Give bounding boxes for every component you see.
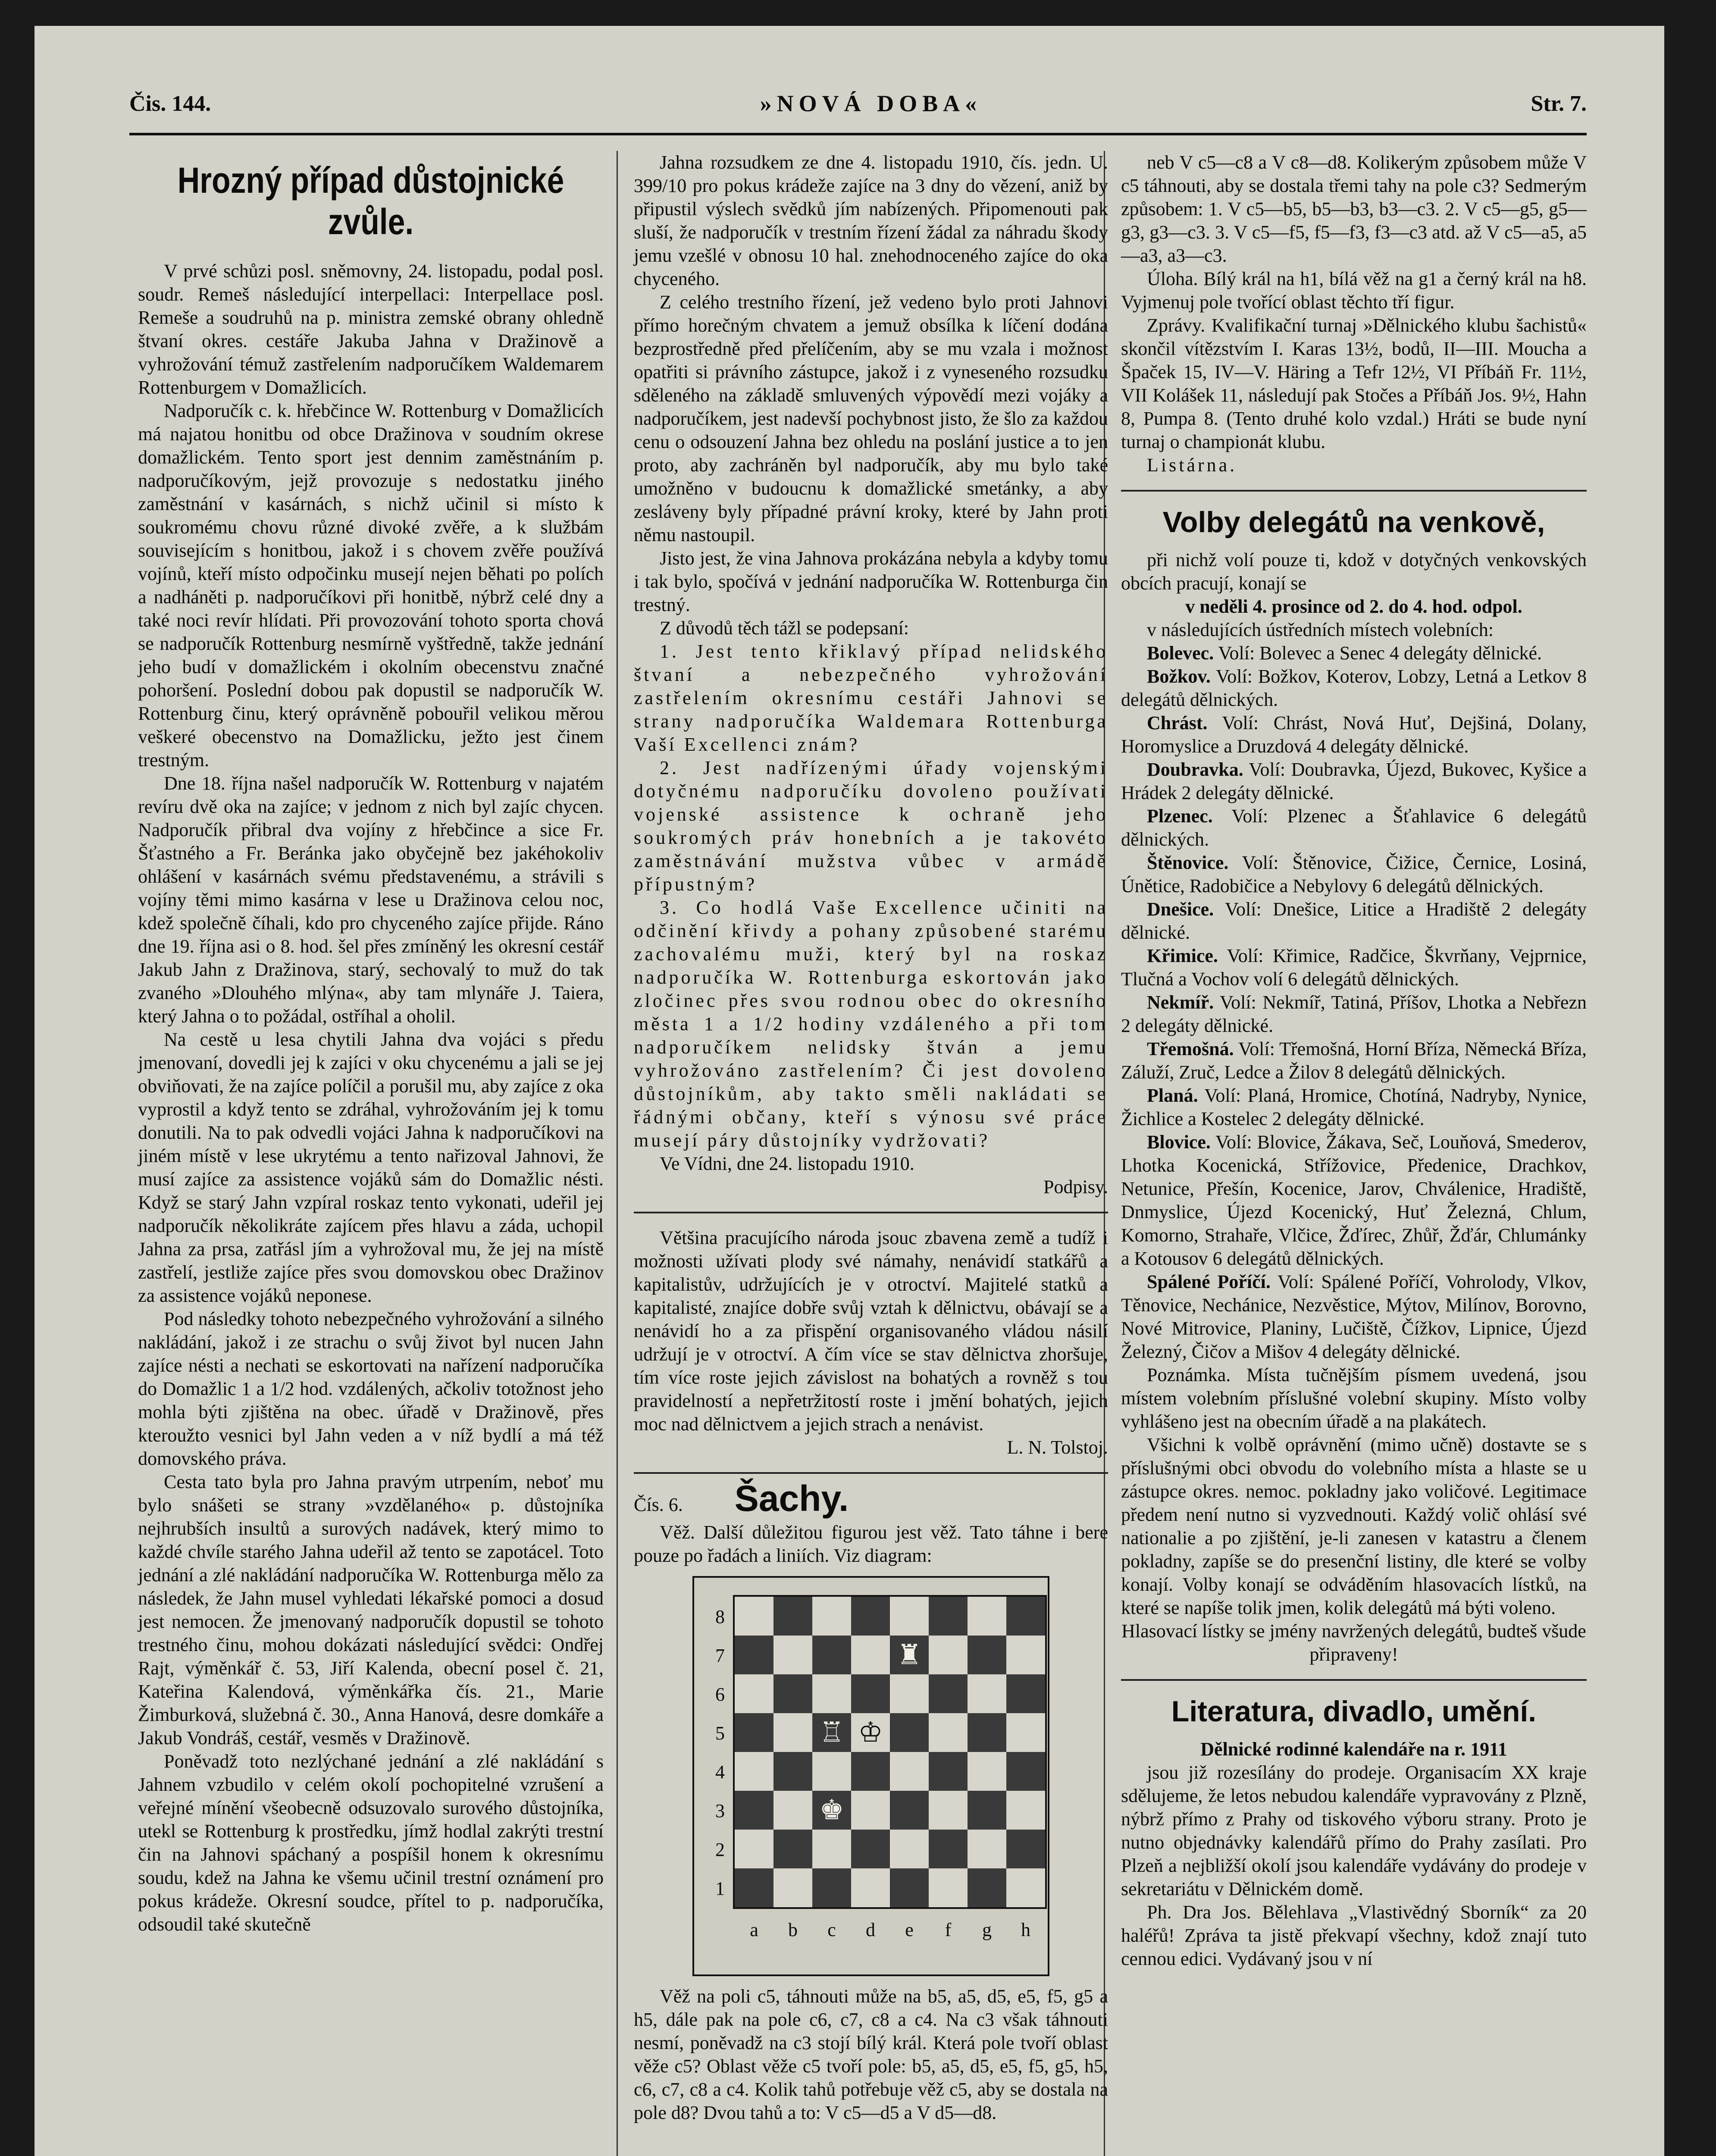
chess-square-f1: [929, 1868, 968, 1907]
white-king-icon: ♔: [858, 1717, 883, 1748]
chess-square-g5: [968, 1713, 1006, 1752]
election-text: Volí: Bolevec a Senec 4 delegáty dělnické.: [1218, 642, 1542, 664]
chess-square-c5: [812, 1713, 851, 1752]
chess-square-d5: [851, 1713, 890, 1752]
chess-square-d8: [851, 1597, 890, 1636]
election-place: Božkov.: [1147, 666, 1211, 687]
chess-square-f2: [929, 1830, 968, 1868]
page-number: Str. 7.: [1531, 91, 1587, 116]
file-label: f: [945, 1919, 952, 1940]
section-divider: [634, 1212, 1108, 1213]
elections-note: Poznámka. Místa tučnějším písmem uvedená, jsou místem volebním příslušné volební skupiny. Místo volby vyhlášeno jest na obecním úřadě a na plakátech.: [1121, 1364, 1587, 1432]
election-text: Volí: Božkov, Koterov, Lobzy, Letná a Letkov 8 delegátů dělnických.: [1121, 666, 1587, 710]
chess-square-h5: [1006, 1713, 1045, 1752]
election-entry: [1121, 665, 1587, 711]
chess-square-b6: [773, 1674, 812, 1713]
chess-square-g3: [968, 1791, 1006, 1830]
chess-number: Čís. 6.: [634, 1494, 683, 1515]
page-header: [129, 78, 1587, 129]
chess-square-d2: [851, 1830, 890, 1868]
file-label: b: [788, 1919, 798, 1940]
chess-square-d3: [851, 1791, 890, 1830]
chess-square-a4: [735, 1752, 773, 1791]
chess-square-d4: [851, 1752, 890, 1791]
article-paragraph: Dne 18. října našel nadporučík W. Rottenburg v najatém revíru dvě oka na zajíce; v jednom z nich byl zajíc chycen. Nadporučík přibral dva vojíny z hřebčince a sice Fr. Šťastného a Fr. Beránka jako obyčejně bez jakéhokoliv ohlášení v kasárnách svému představenému, a strávili s vojíny těmi mimo kasárna v lese u Dražinova celou noc, kdež společně číhali, kdo pro chyceného zajíce přijde. Ráno dne 19. října asi o 8. hod. šel přes zmíněný les okresní cestář Jakub Jahn z Dražinova, starý, sechovalý to muž do tak zvaného »Dlouhého mlýna«, aby tam mlynáře J. Taiera, který Jahna o to požádal, ostříhal a oholil.: [138, 773, 604, 1027]
rank-label: 5: [715, 1723, 725, 1744]
chess-square-e2: [890, 1830, 929, 1868]
literature-subheading: Dělnické rodinné kalendáře na r. 1911: [1200, 1739, 1507, 1760]
article-paragraph: Z celého trestního řízení, jež vedeno bylo proti Jahnovi přímo horečným chvatem a jemuž obsílka k líčení dodána bezprostředně před přelíčením, aby se mu vzala i možnost opatřiti si právního zástupce, jakož i z vyneseného rozsudku sděleného na základě smluvených výpovědí mezi vojáky a nadporučíkem, jest nadevší pochybnost jisto, že šlo za každou cenu o odsouzení Jahna bez ohledu na poslání justice a to jen proto, aby zachráněn byl nadporučík, aby mu bylo také umožněno v budoucnu k domažlické smetánky, a aby zesláveny byly případné právní kroky, které by Jahn proti němu nastoupil.: [634, 291, 1108, 545]
elections-places-intro: v následujících ústředních místech volebních:: [1147, 619, 1494, 640]
rank-label: 4: [715, 1761, 725, 1783]
election-text: Volí: Třemošná, Horní Bříza, Německá Bříza, Záluží, Zruč, Ledce a Žilov 8 delegátů dělnických.: [1121, 1038, 1587, 1083]
chess-square-c7: [812, 1636, 851, 1674]
chess-square-h1: [1006, 1868, 1045, 1907]
elections-list: [1121, 642, 1587, 1363]
chess-square-e6: [890, 1674, 929, 1713]
chess-square-b5: [773, 1713, 812, 1752]
election-text: Volí: Plzenec a Šťahlavice 6 delegátů dělnických.: [1121, 805, 1587, 850]
chess-square-f7: [929, 1636, 968, 1674]
literature-paragraph: jsou již rozesílány do prodeje. Organisacím XX kraje sdělujeme, že letos nebudou kalendáře vypravovány z Plzně, nýbrž přímo z Prahy od tiskového výboru strany. Proto je nutno objednávky kalendářů přímo do Prahy zasílati. Pro Plzeň a nejbližší okolí jsou kalendáře vydávány do prodeje v sekretariátu v Dělnickém domě.: [1121, 1762, 1587, 1899]
chess-square-d7: [851, 1636, 890, 1674]
newspaper-title: »NOVÁ DOBA«: [760, 91, 982, 116]
chess-square-e7: [890, 1636, 929, 1674]
chess-task: Úloha. Bílý král na h1, bílá věž na g1 a černý král na h8. Vyjmenuj pole tvořící oblast těchto tří figur.: [1121, 268, 1587, 313]
file-label: c: [827, 1919, 836, 1940]
chess-explanation: Věž na poli c5, táhnouti může na b5, a5, d5, e5, f5, g5 a h5, dále pak na pole c6, c7, c8 a c4. Na c3 však táhnouti nesmí, poněvadž na c3 stojí bílý král. Která pole tvoří oblast věže c5? Oblast věže c5 tvoří pole: b5, a5, d5, e5, f5, g5, h5, c6, c7, c8 a c4. Kolik tahů potřebuje věž c5, aby se dostala na pole d8? Dvou tahů a to: V c5—d5 a V d5—d8.: [634, 1986, 1108, 2123]
election-entry: [1121, 898, 1587, 944]
chess-square-b8: [773, 1597, 812, 1636]
file-label: e: [905, 1919, 914, 1940]
article-headline: Hrozný případ důstojnické zvůle.: [177, 160, 564, 242]
chess-square-e4: [890, 1752, 929, 1791]
article-paragraph: V prvé schůzi posl. sněmovny, 24. listopadu, podal posl. soudr. Remeš následující interpellaci: Interpellace posl. Remeše a soudruhů na p. ministra zemské obrany ohledně štvaní okres. cestáře Jakuba Jahna v Dražinově a vyhrožování témuž zastřelením nadporučíkem Waldemarem Rottenburgem v Domažlicích.: [138, 260, 604, 398]
file-label: h: [1021, 1919, 1030, 1940]
chess-square-c4: [812, 1752, 851, 1791]
column-1: [138, 151, 604, 1936]
literature-heading: Literatura, divadlo, umění.: [1171, 1695, 1537, 1728]
interpellation-question: 3. Co hodlá Vaše Excellence učiniti na odčinění křivdy a pohany způsobené starému zachovalému muži, který byl na roskaz nadporučíka W. Rottenburga eskortován jako zločinec přes svou rodnou obec do okresního města 1 a 1/2 hodiny vzdáleného a při tom nadporučíkem nelidsky štván a jemu vyhrožováno zastřelením? Či jest dovoleno důstojníkům, aby takto směli nakládati se řádnými občany, kteří s výnosu své práce musejí páry důstojníky vydržovati?: [634, 897, 1108, 1151]
file-label: d: [866, 1919, 875, 1940]
interpellation-question: 1. Jest tento křiklavý případ nelidského štvaní a nebezpečného vyhrožování zastřelením okresnímu cestáři Jahnovi se strany nadporučíka Waldemara Rottenburga Vaší Excellenci znám?: [634, 641, 1108, 755]
chess-square-c1: [812, 1868, 851, 1907]
letters-heading: Listárna.: [1147, 454, 1237, 476]
chess-square-e8: [890, 1597, 929, 1636]
chess-square-h7: [1006, 1636, 1045, 1674]
election-entry: [1121, 642, 1587, 665]
section-divider: [1121, 490, 1587, 492]
file-label: a: [750, 1919, 758, 1940]
chess-square-f3: [929, 1791, 968, 1830]
chess-square-g8: [968, 1597, 1006, 1636]
chess-square-h8: [1006, 1597, 1045, 1636]
election-entry: [1121, 851, 1587, 898]
election-place: Bolevec.: [1147, 642, 1214, 664]
rank-label: 2: [715, 1839, 725, 1860]
article-paragraph: Nadporučík c. k. hřebčince W. Rottenburg v Domažlicích má najatou honitbu od obce Dražinova v soudním okrese domažlickém. Tento sport jest dennim zaměstnáním p. nadporučíkovým, jejž provozuje s nedostatku jiného zaměstnání v kasárnách, s nichž učinil si místo k soukromému chovu různé divoké zvěře, a k službám souvisejícím s honitbou, jakož i s chovem zvěře používá vojínů, kteří místo odpočinku musejí nejen běhati po polích a nadháněti p. nadporučíkovi při honitbě, nýbrž celé dny a také noci revír hlídati. Při provozování tohoto sporta chová se nadporučík Rottenburg nesmírně vyštředně, takže jednání jeho budí v domažlickém i okolním obecenstvu značné pohoršení. Poslední dobou pak dopustil se nadporučík W. Rottenburg činu, který oprávněně pobouřil velikou měrou veškeré obecenstvo na Domažlicku, ježto jest činem trestným.: [138, 400, 604, 771]
literature-paragraph: Ph. Dra Jos. Bělehlava „Vlastivědný Sborník“ za 20 haléřů! Zpráva ta jistě překvapí všechny, kdož znají tuto cennou edici. Vydávaný jsou v ní: [1121, 1902, 1587, 1969]
black-rook-icon: ♜: [897, 1639, 922, 1670]
column-3: [1121, 151, 1587, 1971]
newspaper-page: [34, 26, 1664, 2156]
chess-square-a3: [735, 1791, 773, 1830]
article-paragraph: Jahna rozsudkem ze dne 4. listopadu 1910, čís. jedn. U. 399/10 pro pokus krádeže zajíce na 3 dny do vězení, aniž by připustil výslech svědků jím nabízených. Připomenouti pak sluší, že nadporučík v trestním řízení žádal za náhradu škody jemu vzešlé v obnosu 10 hal. znehodnoceného zajíce do oka chyceného.: [634, 152, 1108, 289]
chess-square-d1: [851, 1868, 890, 1907]
election-entry: [1121, 1037, 1587, 1084]
chess-square-b7: [773, 1636, 812, 1674]
election-place: Chrást.: [1147, 712, 1208, 733]
chess-square-e3: [890, 1791, 929, 1830]
signature: Podpisy.: [1043, 1176, 1108, 1197]
chess-square-c3: [812, 1791, 851, 1830]
chess-square-b1: [773, 1868, 812, 1907]
date-line: Ve Vídni, dne 24. listopadu 1910.: [660, 1153, 914, 1174]
header-rule: [129, 133, 1587, 135]
column-divider: [617, 151, 618, 2156]
chess-square-g6: [968, 1674, 1006, 1713]
chess-square-c2: [812, 1830, 851, 1868]
column-2: [634, 151, 1108, 2125]
election-entry: [1121, 1270, 1587, 1363]
chess-square-g2: [968, 1830, 1006, 1868]
chess-square-d6: [851, 1674, 890, 1713]
election-text: Volí: Křimice, Radčice, Škvrňany, Vejprnice, Tlučná a Vochov volí 6 delegátů dělnických.: [1121, 945, 1587, 990]
chess-square-g1: [968, 1868, 1006, 1907]
section-divider: [1121, 1679, 1587, 1681]
election-entry: [1121, 805, 1587, 851]
issue-number: Čis. 144.: [129, 91, 211, 116]
elections-call: Všichni k volbě oprávnění (mimo učně) dostavte se s příslušnými obci obvodu do volebního místa a hlaste se u zástupce okres. nemoc. pokladny jako voličové. Legitimace předem není nutno si vyzvednouti. Každý volič ohlásí své nationalie a po zjištění, je-li zanesen v katastru a členem pokladny, zapíše se do presenční listiny, dle které se volby konají. Volby konají se odváděním hlasovacích lístků, na které se napíše tolik jmen, kolik delegátů má býti voleno.: [1121, 1434, 1587, 1618]
election-text: Volí: Planá, Hromice, Chotíná, Nadryby, Nynice, Žichlice a Kostelec 2 delegáty dělnické.: [1121, 1085, 1587, 1129]
chess-header: [634, 1478, 1108, 1519]
chess-square-a1: [735, 1868, 773, 1907]
election-entry: [1121, 991, 1587, 1037]
chess-square-e5: [890, 1713, 929, 1752]
election-place: Plzenec.: [1147, 805, 1213, 827]
election-place: Štěnovice.: [1147, 852, 1229, 873]
interpellation-question: 2. Jest nadřízenými úřady vojenskými dotyčnému nadporučíku dovoleno používati vojenské assistence k ochraně jeho soukromých práv honebních a je takovéto zaměstnávání mužstva vůbec v armádě přípustným?: [634, 757, 1108, 895]
section-divider: [634, 1472, 1108, 1474]
article-paragraph: Pod následky tohoto nebezpečného vyhrožování a silného nakládání, jakož i ze strachu o svůj život byl nucen Jahn zajíce nésti a nechati se eskortovati na nařízení nadporučíka do Domažlic 1 a 1/2 hod. vzdálených, ačkoliv totožnost jeho mohla býti zjištěna na obec. úřadě v Dražinově, přes kteroužto vesnici byl Jahn veden a v níž bydlí a má též domovského práva.: [138, 1308, 604, 1469]
rank-label: 1: [715, 1878, 725, 1899]
chess-square-b4: [773, 1752, 812, 1791]
chess-square-e1: [890, 1868, 929, 1907]
rank-label: 8: [715, 1606, 725, 1627]
rank-label: 6: [715, 1684, 725, 1705]
election-text: Volí: Dnešice, Litice a Hradiště 2 delegáty dělnické.: [1121, 899, 1587, 943]
chess-square-h3: [1006, 1791, 1045, 1830]
white-rook-icon: ♖: [819, 1717, 844, 1748]
election-place: Planá.: [1147, 1085, 1198, 1106]
election-text: Volí: Nekmíř, Tatiná, Příšov, Lhotka a Nebřezn 2 delegáty dělnické.: [1121, 992, 1587, 1036]
chess-square-c8: [812, 1597, 851, 1636]
chess-square-b2: [773, 1830, 812, 1868]
chess-square-a8: [735, 1597, 773, 1636]
article-paragraph: Poněvadž toto nezlýchané jednání a zlé nakládání s Jahnem vzbudilo v celém okolí pochopitelné vzrušení a veřejné mínění všeobecně odsuzovalo surového důstojníka, utekl se Rottenburg k prostředku, jímž hodlal zakrýti trestní čin na Jahnovi spáchaný a pospíšil honem k okresnímu soudu, kdež na Jahna ke všemu učinil trestní oznámení pro pokus krádeže. Okresní soudce, přítel to p. nadporučíka, odsoudil také skutečně: [138, 1751, 604, 1935]
chess-square-f4: [929, 1752, 968, 1791]
chess-square-g4: [968, 1752, 1006, 1791]
chess-diagram: [692, 1576, 1049, 1976]
elections-ballots: Hlasovací lístky se jmény navržených delegátů, budteš všude připraveny!: [1121, 1620, 1586, 1665]
election-place: Spálené Poříčí.: [1147, 1271, 1271, 1292]
chess-title: Šachy.: [734, 1478, 849, 1519]
tolstoj-quote: Většina pracujícího národa jsouc zbavena země a tudíž i možnosti užívati plody své námahy, nenávidí statkářů a kapitalistův, udržujících je v otroctví. Majitelé statků a kapitalisté, znajíce dobře svůj vztah k dělnictvu, obávají se a nenávidí ho a za přispění organisovaného vládou násilí udržují je v otroctví. A čím více se stav dělnictva zhoršuje, tím více roste jejich závislost na bohatých a rovněž s tou pravidelností a nepřetržitostí roste i jmění bohatých, jejich moc nad dělnictvem a jejich strach a nenávist.: [634, 1227, 1108, 1435]
election-place: Nekmíř.: [1147, 992, 1214, 1013]
chess-square-h6: [1006, 1674, 1045, 1713]
article-paragraph: Jisto jest, že vina Jahnova prokázána nebyla a kdyby tomu i tak bylo, spočívá v jednání nadporučíka W. Rottenburga čin trestný.: [634, 548, 1108, 615]
election-entry: [1121, 1131, 1587, 1270]
election-place: Křimice.: [1147, 945, 1218, 966]
article-paragraph: Z důvodů těch tážl se podepsaní:: [660, 617, 909, 639]
election-place: Třemošná.: [1147, 1038, 1234, 1059]
chess-square-a6: [735, 1674, 773, 1713]
tolstoj-signature: L. N. Tolstoj.: [1007, 1437, 1108, 1458]
election-text: Volí: Doubravka, Újezd, Bukovec, Kyšice a Hrádek 2 delegáty dělnické.: [1121, 759, 1587, 803]
chess-square-h2: [1006, 1830, 1045, 1868]
chess-square-b3: [773, 1791, 812, 1830]
chess-square-f5: [929, 1713, 968, 1752]
chess-square-c6: [812, 1674, 851, 1713]
chess-board: [733, 1595, 1047, 1909]
elections-date: v neděli 4. prosince od 2. do 4. hod. odpol.: [1185, 596, 1522, 617]
article-paragraph: Cesta tato byla pro Jahna pravým utrpením, neboť mu bylo snášeti se strany »vzdělaného« p. důstojníka nejhrubších insultů a surových nadávek, který mimo to každé chvíle starého Jahna udeřil až tento se zapotácel. Toto jednání a zlé nakládání nadporučíka W. Rottenburga mělo za následek, že Jahn musel vyhledati lékařské pomoci a dosud jest nemocen. Že jmenovaný nadporučík dopustil se tohoto trestného činu, mohou dokázati následující svědci: Ondřej Rajt, výměnkář č. 53, Jiří Kalenda, obecní posel č. 21, Kateřina Kalendová, výměnkářka čís. 21., Marie Žimburková, služebná č. 30., Anna Hanová, desre domkáře a Jakub Vondráš, cestář, vesměs v Dražinově.: [138, 1471, 604, 1749]
election-place: Blovice.: [1147, 1131, 1211, 1153]
rank-label: 7: [715, 1645, 725, 1666]
black-king-icon: ♚: [819, 1795, 844, 1825]
chess-news: Zprávy. Kvalifikační turnaj »Dělnického klubu šachistů« skončil vítězstvím I. Karas 13½, bodů, II—III. Moucha a Špaček 15, IV—V. Häring a Tefr 12½, VI Příbáň Fr. 11½, VII Kolášek 11, následují pak Stočes a Příbáň Jos. 9½, Hahn 8, Pumpa 8. (Tento druhé kolo vzdal.) Hráti se bude nyní turnaj o championát klubu.: [1121, 315, 1587, 452]
election-text: Volí: Spálené Poříčí, Vohrolody, Vlkov, Těnovice, Nechánice, Nezvěstice, Mýtov, Milínov, Borovno, Nové Mitrovice, Planiny, Lučiště, Čížkov, Lipnice, Újezd Železný, Čičov a Mišov 4 delegáty dělnické.: [1121, 1271, 1587, 1362]
chess-square-f6: [929, 1674, 968, 1713]
election-text: Volí: Chrást, Nová Huť, Dejšiná, Dolany, Horomyslice a Druzdová 4 delegáty dělnické.: [1121, 712, 1587, 757]
election-text: Volí: Štěnovice, Čižice, Černice, Losiná, Únětice, Radobičice a Nebylovy 6 delegátů dělnických.: [1121, 852, 1587, 896]
election-entry: [1121, 758, 1587, 805]
chess-square-a5: [735, 1713, 773, 1752]
election-entry: [1121, 944, 1587, 991]
chess-square-h4: [1006, 1752, 1045, 1791]
file-label: g: [982, 1919, 992, 1940]
election-entry: [1121, 1084, 1587, 1131]
chess-continuation: neb V c5—c8 a V c8—d8. Kolikerým způsobem může V c5 táhnouti, aby se dostala třemi tahy na pole c3? Sedmerým způsobem: 1. V c5—b5, b5—b3, b3—c3. 2. V c5—g5, g5—g3, g3—c3. 3. V c5—f5, f5—f3, f3—c3 atd. až V c5—a5, a5—a3, a3—c3.: [1121, 152, 1587, 266]
chess-square-a7: [735, 1636, 773, 1674]
election-text: Volí: Blovice, Žákava, Seč, Louňová, Smederov, Lhotka Kocenická, Střížovice, Předenice, Drachkov, Netunice, Přešín, Kocenice, Jarov, Chválenice, Hradiště, Dnmyslice, Újezd Kocenický, Huť Železná, Chlum, Komorno, Strahaře, Vlčice, Žďírec, Zhůř, Žďár, Chlumánky a Kotousov 6 delegátů dělnických.: [1121, 1131, 1587, 1269]
election-place: Doubravka.: [1147, 759, 1243, 780]
chess-square-g7: [968, 1636, 1006, 1674]
chess-intro: Věž. Další důležitou figurou jest věž. Tato táhne i bere pouze po řadách a liniích. Viz diagram:: [634, 1522, 1108, 1566]
election-place: Dnešice.: [1147, 899, 1214, 920]
article-paragraph: Na cestě u lesa chytili Jahna dva vojáci s předu jmenovaní, dovedli jej k zajíci v oku chycenému a jali se jej obviňovati, že na zajíce políčil a porušil mu, aby zajíce z oka vyprostil a když tento se zdráhal, vyhrožováním jej k tomu donutili. Na to pak odvedli vojáci Jahna k nadporučíkovi na jiném místě v lese ukrytému a tento nařizoval Jahnovi, že musí zajíce za assistence vojáků sám do Domažlic nésti. Když se starý Jahn vzpíral roskaz tento vykonati, udeřil jej nadporučík několikráte zajícem přes hlavu a záda, uchopil Jahna za prsa, zatřásl jím a vyhrožoval mu, že jej na místě zastřelí, jestliže zajíce přes svou domovskou obec Dražinov za assistence vojáků neponese.: [138, 1029, 604, 1306]
elections-intro: při nichž volí pouze ti, kdož v dotyčných venkovských obcích pracují, konají se: [1121, 549, 1587, 594]
elections-heading: Volby delegátů na venkově,: [1162, 506, 1545, 539]
rank-label: 3: [715, 1800, 725, 1821]
election-entry: [1121, 711, 1587, 758]
chess-square-f8: [929, 1597, 968, 1636]
chess-square-a2: [735, 1830, 773, 1868]
